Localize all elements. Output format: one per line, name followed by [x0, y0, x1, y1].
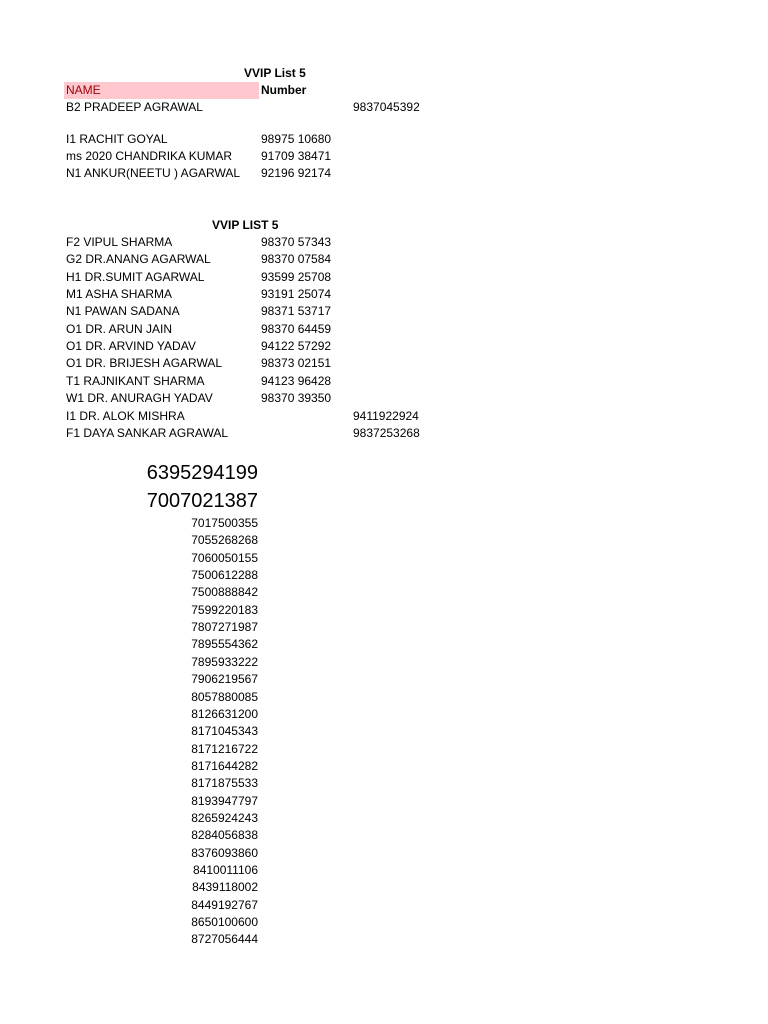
- phone-number: 8171875533: [191, 776, 258, 791]
- phone-number: 7500612288: [191, 568, 258, 583]
- large-phone-number: 6395294199: [146, 462, 258, 484]
- contact-number: 98370 64459: [261, 321, 332, 336]
- contact-number: 92196 92174: [261, 166, 332, 180]
- header-name-cell: NAME: [64, 82, 259, 99]
- contact-number: 93191 25074: [261, 287, 332, 302]
- phone-number: 8171045343: [191, 724, 258, 739]
- phone-number: 8410011106: [193, 863, 258, 877]
- phone-number: 8057880085: [191, 689, 258, 704]
- contact-name: I1 DR. ALOK MISHRA: [66, 408, 185, 423]
- phone-number: 7599220183: [191, 602, 258, 617]
- contact-alt-number: 9837045392: [353, 100, 420, 114]
- contact-name: ms 2020 CHANDRIKA KUMAR: [66, 149, 233, 163]
- contact-alt-number: 9411922924: [353, 408, 419, 423]
- contact-name: N1 ANKUR(NEETU ) AGARWAL: [66, 166, 241, 180]
- contact-number: 94123 96428: [261, 373, 332, 388]
- phone-number: 7895933222: [191, 654, 258, 669]
- contact-name: M1 ASHA SHARMA: [66, 287, 173, 302]
- contact-name: F1 DAYA SANKAR AGRAWAL: [66, 425, 229, 440]
- list-title-1: VVIP List 5: [244, 66, 306, 80]
- phone-number: 8449192767: [191, 897, 258, 912]
- phone-number: 8727056444: [191, 932, 258, 947]
- contact-number: 98370 57343: [261, 235, 332, 249]
- contact-name: O1 DR. ARVIND YADAV: [66, 339, 196, 354]
- contact-name: F2 VIPUL SHARMA: [66, 235, 173, 249]
- phone-number: 8650100600: [191, 915, 258, 930]
- contact-name: T1 RAJNIKANT SHARMA: [66, 373, 205, 388]
- phone-number: 7060050155: [191, 550, 258, 565]
- phone-number: 7895554362: [191, 637, 258, 652]
- contact-number: 98371 53717: [261, 304, 332, 319]
- contact-number: 94122 57292: [261, 339, 332, 354]
- contact-name: I1 RACHIT GOYAL: [66, 132, 168, 146]
- phone-number: 7807271987: [191, 620, 258, 635]
- phone-number: 7906219567: [191, 672, 258, 687]
- contact-number: 98370 39350: [261, 391, 332, 406]
- contact-name: O1 DR. BRIJESH AGARWAL: [66, 356, 223, 371]
- contact-number: 91709 38471: [261, 149, 332, 163]
- phone-number: 8284056838: [191, 828, 258, 843]
- contact-name: W1 DR. ANURAGH YADAV: [66, 391, 213, 406]
- header-number-cell: Number: [261, 83, 307, 97]
- phone-number: 7017500355: [191, 516, 258, 530]
- phone-number: 8171644282: [191, 758, 258, 773]
- phone-number: 8439118002: [192, 880, 258, 895]
- large-phone-number: 7007021387: [146, 490, 258, 512]
- phone-number: 8265924243: [191, 810, 258, 825]
- contact-number: 93599 25708: [261, 269, 332, 284]
- phone-number: 7055268268: [191, 533, 258, 548]
- phone-number: 7500888842: [191, 585, 258, 600]
- contact-alt-number: 9837253268: [353, 425, 420, 440]
- contact-name: H1 DR.SUMIT AGARWAL: [66, 269, 205, 284]
- phone-number: 8193947797: [191, 793, 258, 808]
- contact-number: 98975 10680: [261, 132, 332, 146]
- contact-number: 98370 07584: [261, 252, 332, 267]
- phone-number: 8171216722: [191, 741, 258, 756]
- list-title-2: VVIP LIST 5: [212, 218, 279, 232]
- contact-name: G2 DR.ANANG AGARWAL: [66, 252, 211, 267]
- contact-number: 98373 02151: [261, 356, 332, 371]
- contact-name: O1 DR. ARUN JAIN: [66, 321, 173, 336]
- phone-number: 8376093860: [191, 845, 258, 860]
- contact-name: B2 PRADEEP AGRAWAL: [66, 100, 203, 114]
- contact-name: N1 PAWAN SADANA: [66, 304, 180, 319]
- phone-number: 8126631200: [191, 706, 258, 721]
